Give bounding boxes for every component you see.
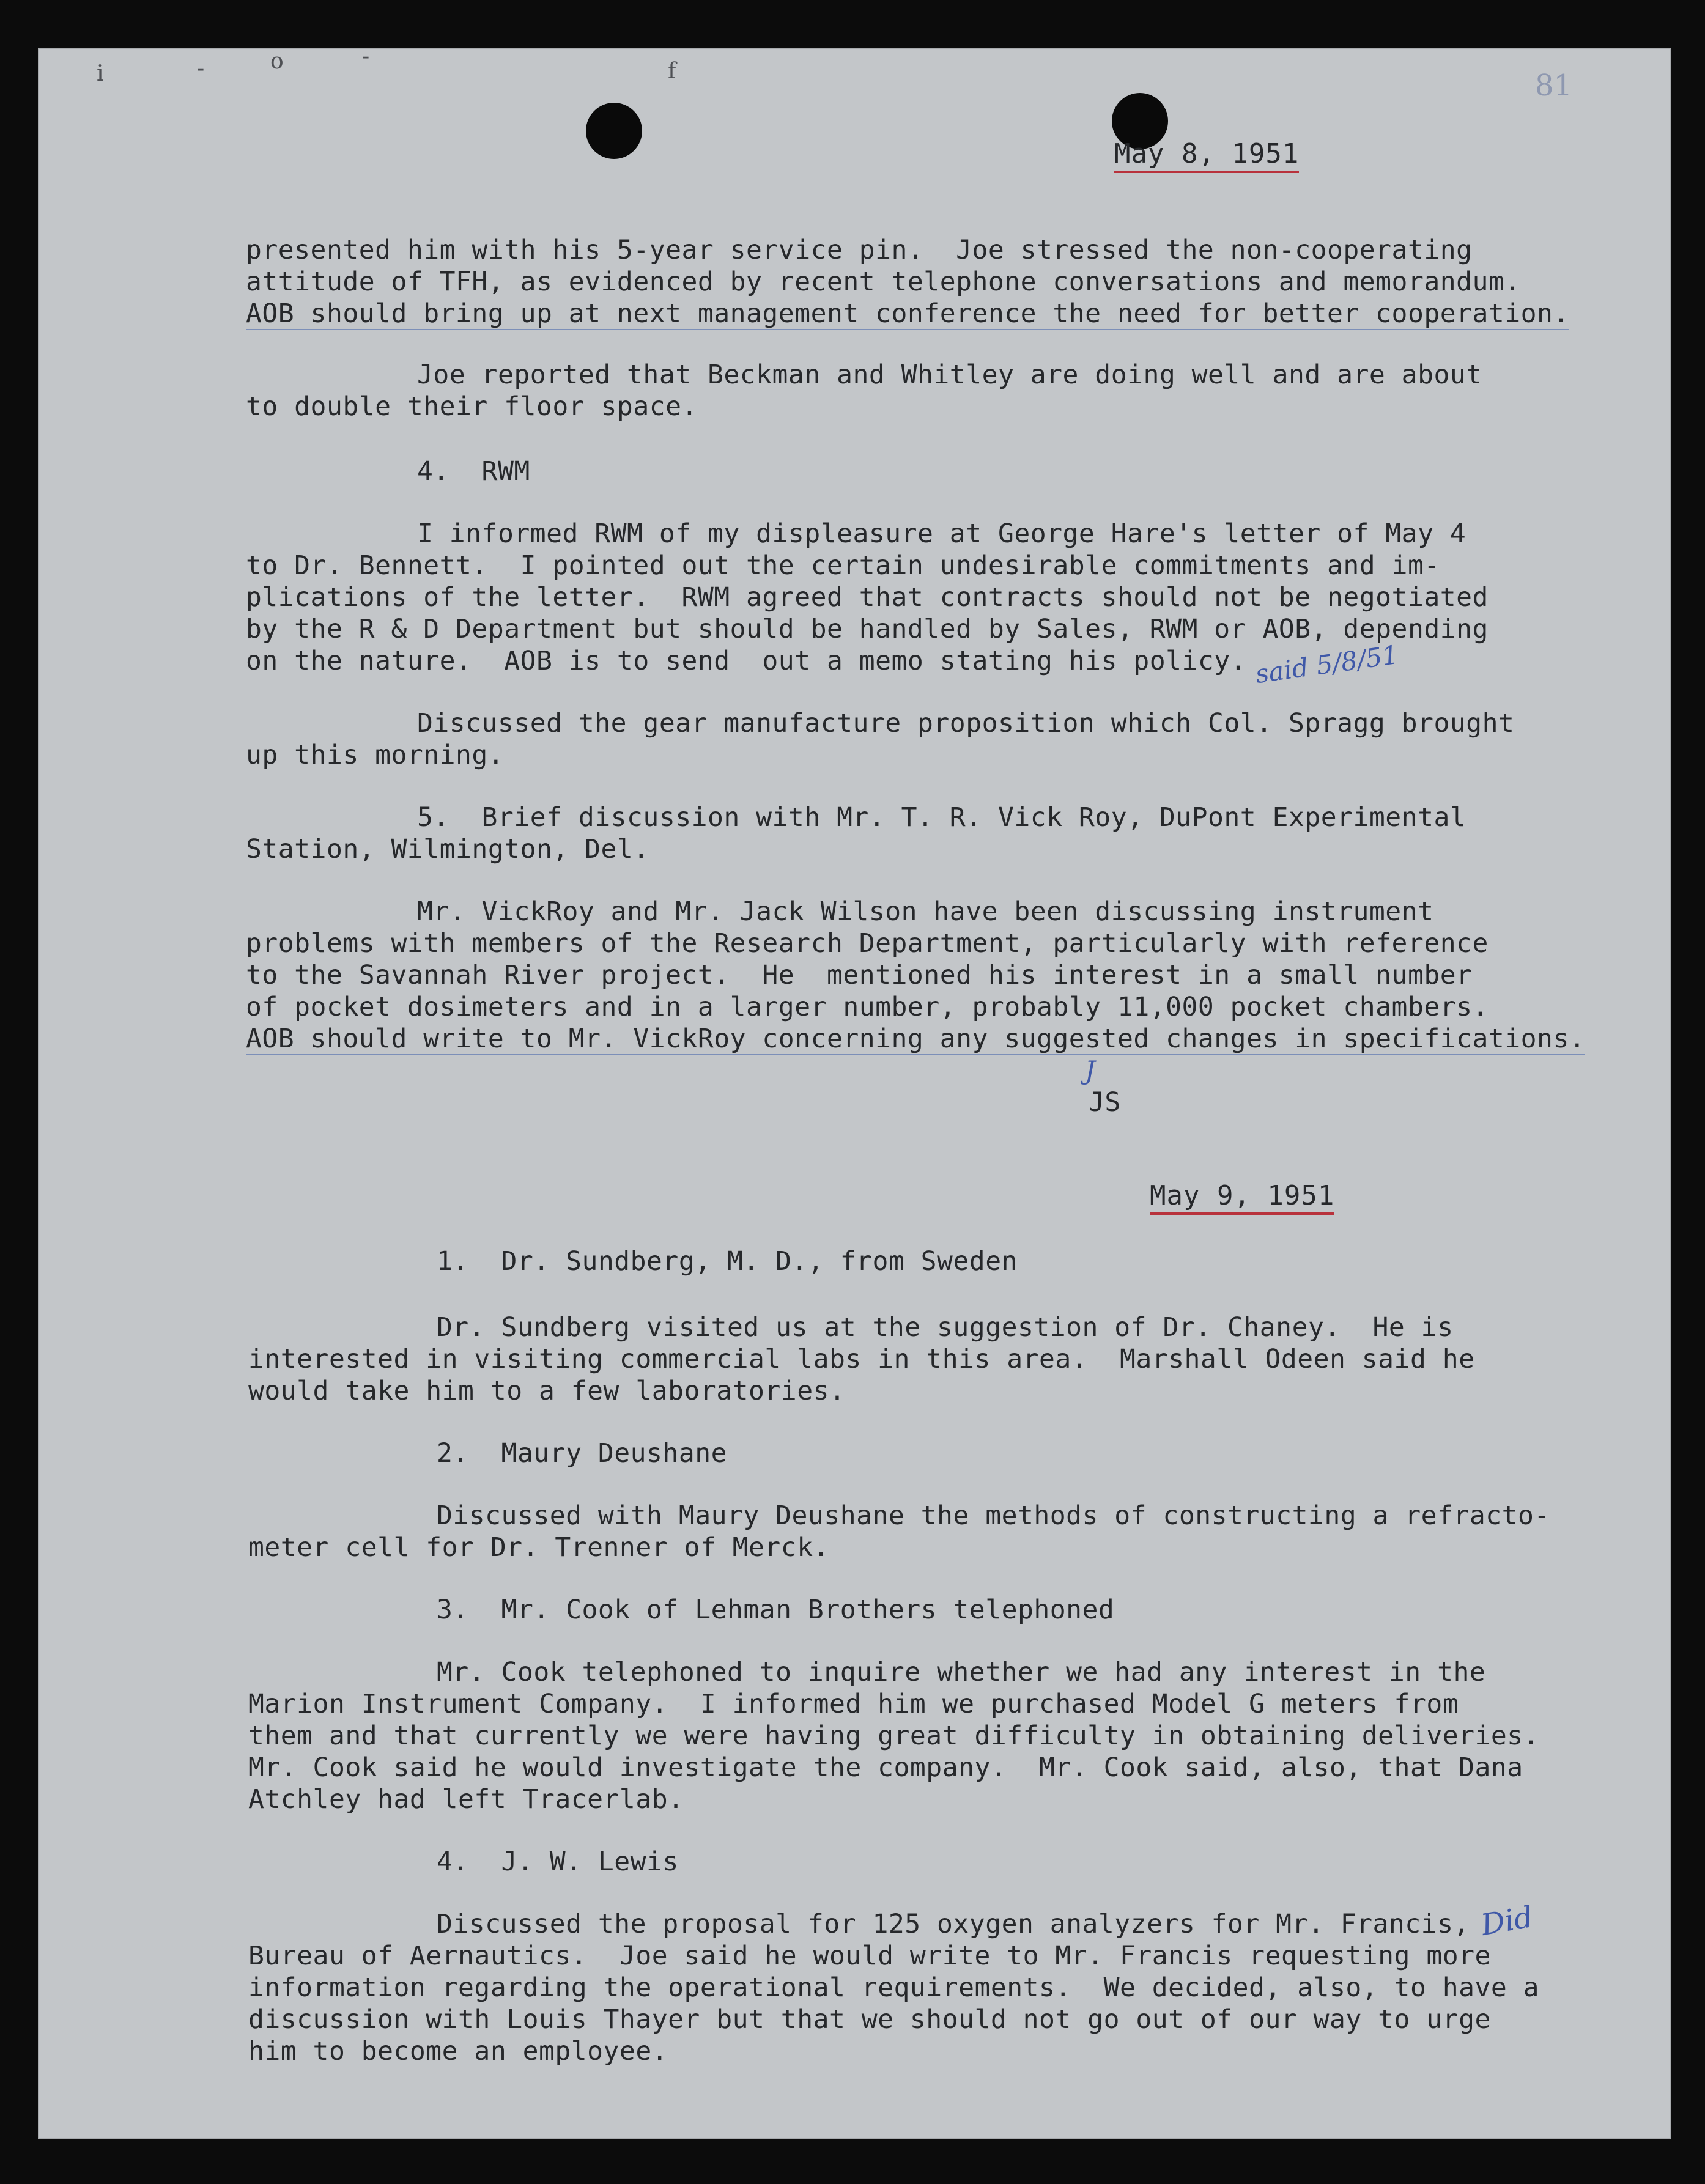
- section-heading: 4. J. W. Lewis: [437, 1846, 679, 1877]
- body-line: to Dr. Bennett. I pointed out the certain undesirable commitments and im-: [246, 550, 1440, 581]
- margin-mark-circle: o: [270, 49, 284, 74]
- body-line: presented him with his 5-year service pin. Joe stressed the non-cooperating: [246, 235, 1473, 265]
- body-line: Discussed with Maury Deushane the methods of constructing a refracto-: [437, 1500, 1550, 1531]
- action-item-line: AOB should write to Mr. VickRoy concerning any suggested changes in specifications.: [246, 1024, 1586, 1054]
- body-line: Station, Wilmington, Del.: [246, 834, 649, 865]
- body-line: on the nature. AOB is to send out a memo stating his policy.: [246, 646, 1247, 676]
- body-line: Discussed the proposal for 125 oxygen analyzers for Mr. Francis,: [437, 1909, 1470, 1939]
- body-line: Joe reported that Beckman and Whitley are doing well and are about: [417, 360, 1482, 390]
- margin-mark-f: f: [668, 59, 676, 84]
- body-line: of pocket dosimeters and in a larger number, probably 11,000 pocket chambers.: [246, 992, 1489, 1022]
- body-line: meter cell for Dr. Trenner of Merck.: [248, 1532, 829, 1563]
- body-line: discussion with Louis Thayer but that we should not go out of our way to urge: [248, 2004, 1491, 2035]
- page-number-mark: 81: [1535, 68, 1573, 103]
- body-line: up this morning.: [246, 740, 505, 770]
- handwritten-note-said: said 5/8/51: [1253, 639, 1400, 690]
- body-line: Marion Instrument Company. I informed him we purchased Model G meters from: [248, 1689, 1459, 1719]
- body-line: attitude of TFH, as evidenced by recent telephone conversations and memorandum.: [246, 267, 1521, 297]
- body-line: Discussed the gear manufacture proposition which Col. Spragg brought: [417, 708, 1515, 739]
- body-line: by the R & D Department but should be handled by Sales, RWM or AOB, depending: [246, 614, 1489, 644]
- body-line: to double their floor space.: [246, 391, 698, 422]
- handwritten-note-did: Did: [1478, 1900, 1536, 1942]
- body-line: interested in visiting commercial labs in this area. Marshall Odeen said he: [248, 1344, 1475, 1374]
- handwritten-initial: J: [1085, 1055, 1095, 1085]
- margin-mark-dash-1: -: [197, 56, 205, 81]
- section-heading: 3. Mr. Cook of Lehman Brothers telephoned: [437, 1595, 1115, 1625]
- body-line: Mr. Cook said he would investigate the company. Mr. Cook said, also, that Dana: [248, 1752, 1523, 1783]
- margin-mark-left: ⅰ: [97, 61, 104, 86]
- body-line: Dr. Sundberg visited us at the suggestion of Dr. Chaney. He is: [437, 1312, 1454, 1343]
- body-line: plications of the letter. RWM agreed that contracts should not be negotiated: [246, 582, 1489, 613]
- body-line: problems with members of the Research Department, particularly with reference: [246, 928, 1489, 959]
- body-line: him to become an employee.: [248, 2036, 668, 2067]
- body-line: Atchley had left Tracerlab.: [248, 1784, 684, 1815]
- body-line: Mr. VickRoy and Mr. Jack Wilson have been discussing instrument: [417, 896, 1434, 927]
- entry-date: May 9, 1951: [1150, 1180, 1334, 1215]
- body-line: Mr. Cook telephoned to inquire whether we had any interest in the: [437, 1657, 1486, 1688]
- section-heading: 4. RWM: [417, 456, 530, 487]
- body-line: I informed RWM of my displeasure at George Hare's letter of May 4: [417, 518, 1466, 549]
- body-line: them and that currently we were having great difficulty in obtaining deliveries.: [248, 1721, 1540, 1751]
- section-heading: 2. Maury Deushane: [437, 1438, 727, 1469]
- punch-hole-left: [586, 103, 642, 159]
- body-line: Bureau of Aernautics. Joe said he would write to Mr. Francis requesting more: [248, 1941, 1491, 1971]
- signature-initials: JS: [1089, 1087, 1121, 1118]
- action-item-line: AOB should bring up at next management conference the need for better cooperation.: [246, 298, 1569, 329]
- body-line: to the Savannah River project. He mentioned his interest in a small number: [246, 960, 1473, 991]
- body-line: would take him to a few laboratories.: [248, 1376, 846, 1406]
- margin-mark-dash-2: -: [362, 44, 370, 69]
- section-heading: 1. Dr. Sundberg, M. D., from Sweden: [437, 1246, 1018, 1277]
- body-line: information regarding the operational requirements. We decided, also, to have a: [248, 1972, 1540, 2003]
- document-page: [38, 44, 1671, 2139]
- section-heading: 5. Brief discussion with Mr. T. R. Vick Roy, DuPont Experimental: [417, 802, 1466, 833]
- entry-date: May 8, 1951: [1114, 138, 1299, 173]
